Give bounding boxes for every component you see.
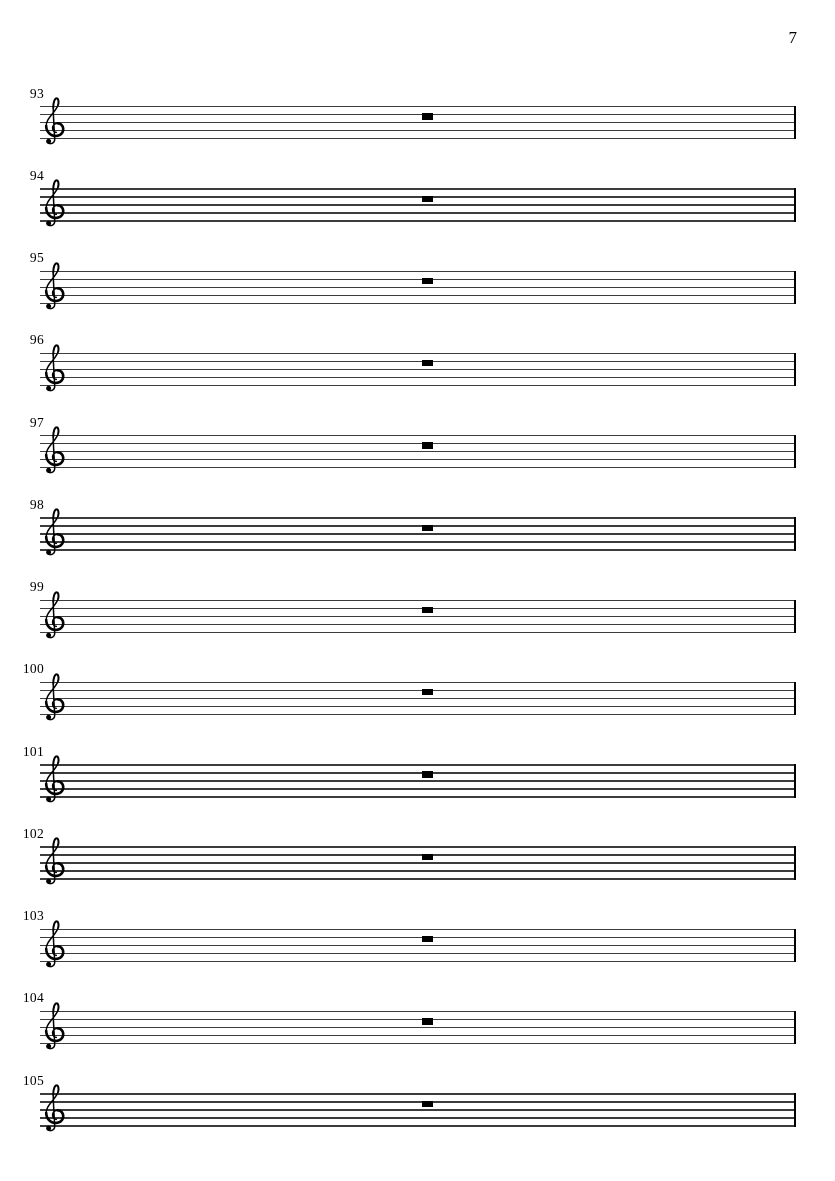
staff-line bbox=[40, 377, 796, 378]
staff-line bbox=[40, 353, 796, 354]
staff-line bbox=[40, 600, 796, 601]
staff-line bbox=[40, 130, 796, 131]
staff-line bbox=[40, 780, 796, 781]
staff-line bbox=[40, 279, 796, 280]
staff-line bbox=[40, 459, 796, 460]
measure-number: 95 bbox=[29, 250, 44, 266]
staff-line bbox=[40, 961, 796, 962]
staff-line bbox=[40, 287, 796, 288]
measure-number: 105 bbox=[22, 1072, 44, 1088]
staff-system bbox=[0, 414, 835, 469]
staff-lines bbox=[0, 106, 835, 140]
treble-clef-icon bbox=[41, 590, 65, 640]
staff-line bbox=[40, 188, 796, 189]
staff-line bbox=[40, 764, 796, 765]
barline bbox=[794, 106, 796, 139]
measure-number: 94 bbox=[29, 167, 44, 183]
staff-line bbox=[40, 846, 796, 847]
staff-line bbox=[40, 467, 796, 468]
staff-line bbox=[40, 1109, 796, 1110]
staff-lines bbox=[0, 682, 835, 716]
staff-lines bbox=[0, 600, 835, 634]
staff-system bbox=[0, 743, 835, 798]
barline bbox=[794, 764, 796, 797]
staff-line bbox=[40, 937, 796, 938]
staff-line bbox=[40, 1117, 796, 1118]
staff-line bbox=[40, 361, 796, 362]
staff-lines bbox=[0, 435, 835, 469]
whole-rest-icon bbox=[422, 936, 434, 942]
whole-rest-icon bbox=[422, 607, 434, 613]
staff-line bbox=[40, 608, 796, 609]
treble-clef-icon bbox=[41, 507, 65, 557]
staff-line bbox=[40, 1019, 796, 1020]
barline bbox=[794, 435, 796, 468]
whole-rest-icon bbox=[422, 1018, 434, 1024]
staff-line bbox=[40, 525, 796, 526]
staff-lines bbox=[0, 846, 835, 880]
staff-line bbox=[40, 385, 796, 386]
staff-system bbox=[0, 167, 835, 222]
staff-line bbox=[40, 788, 796, 789]
staff-line bbox=[40, 106, 796, 107]
staff-system bbox=[0, 908, 835, 963]
barline bbox=[794, 682, 796, 715]
staff-line bbox=[40, 1027, 796, 1028]
barline bbox=[794, 353, 796, 386]
staff-line bbox=[40, 443, 796, 444]
treble-clef-icon bbox=[41, 1083, 65, 1133]
staff-line bbox=[40, 772, 796, 773]
staff-line bbox=[40, 549, 796, 550]
measure-number: 97 bbox=[29, 414, 44, 430]
measure-number: 104 bbox=[22, 990, 44, 1006]
treble-clef-icon bbox=[41, 919, 65, 969]
whole-rest-icon bbox=[422, 689, 434, 695]
staff-line bbox=[40, 122, 796, 123]
treble-clef-icon bbox=[41, 672, 65, 722]
whole-rest-icon bbox=[422, 360, 434, 366]
staff-line bbox=[40, 953, 796, 954]
staff-line bbox=[40, 1043, 796, 1044]
staff-lines bbox=[0, 1011, 835, 1045]
barline bbox=[794, 600, 796, 633]
staff-line bbox=[40, 220, 796, 221]
treble-clef-icon bbox=[41, 96, 65, 146]
whole-rest-icon bbox=[422, 278, 434, 284]
measure-number: 96 bbox=[29, 332, 44, 348]
whole-rest-icon bbox=[422, 113, 434, 119]
staff-line bbox=[40, 878, 796, 879]
measure-number: 103 bbox=[22, 908, 44, 924]
staff-line bbox=[40, 706, 796, 707]
whole-rest-icon bbox=[422, 196, 434, 202]
whole-rest-icon bbox=[422, 525, 434, 531]
staff-line bbox=[40, 632, 796, 633]
barline bbox=[794, 1011, 796, 1044]
staff-line bbox=[40, 541, 796, 542]
staff-lines bbox=[0, 929, 835, 963]
page-number: 7 bbox=[788, 28, 797, 47]
whole-rest-icon bbox=[422, 442, 434, 448]
measure-number: 93 bbox=[29, 85, 44, 101]
staff-line bbox=[40, 945, 796, 946]
barline bbox=[794, 1093, 796, 1126]
staff-line bbox=[40, 1011, 796, 1012]
staff-system bbox=[0, 990, 835, 1045]
whole-rest-icon bbox=[422, 1101, 434, 1107]
staff-line bbox=[40, 862, 796, 863]
staff-lines bbox=[0, 353, 835, 387]
staff-system bbox=[0, 579, 835, 634]
staff-line bbox=[40, 698, 796, 699]
staff-line bbox=[40, 303, 796, 304]
staff-system bbox=[0, 825, 835, 880]
staff-line bbox=[40, 1101, 796, 1102]
staff-line bbox=[40, 435, 796, 436]
staff-system bbox=[0, 496, 835, 551]
measure-number: 98 bbox=[29, 496, 44, 512]
treble-clef-icon bbox=[41, 261, 65, 311]
whole-rest-icon bbox=[422, 854, 434, 860]
measure-number: 101 bbox=[22, 743, 44, 759]
treble-clef-icon bbox=[41, 343, 65, 393]
staff-system bbox=[0, 661, 835, 716]
staff-lines bbox=[0, 1093, 835, 1127]
barline bbox=[794, 271, 796, 304]
staff-line bbox=[40, 533, 796, 534]
staff-line bbox=[40, 271, 796, 272]
measure-number: 102 bbox=[22, 825, 44, 841]
staff-line bbox=[40, 369, 796, 370]
staff-line bbox=[40, 1035, 796, 1036]
treble-clef-icon bbox=[41, 425, 65, 475]
staff-line bbox=[40, 624, 796, 625]
staff-system bbox=[0, 332, 835, 387]
staff-system bbox=[0, 85, 835, 140]
staff-line bbox=[40, 929, 796, 930]
staff-lines bbox=[0, 271, 835, 305]
staff-line bbox=[40, 212, 796, 213]
staff-line bbox=[40, 295, 796, 296]
staff-line bbox=[40, 870, 796, 871]
staff-line bbox=[40, 451, 796, 452]
treble-clef-icon bbox=[41, 1001, 65, 1051]
staff-line bbox=[40, 854, 796, 855]
staff-system bbox=[0, 250, 835, 305]
staff-line bbox=[40, 796, 796, 797]
staff-system bbox=[0, 1072, 835, 1127]
barline bbox=[794, 517, 796, 550]
treble-clef-icon bbox=[41, 836, 65, 886]
treble-clef-icon bbox=[41, 178, 65, 228]
staff-line bbox=[40, 204, 796, 205]
barline bbox=[794, 846, 796, 879]
staff-line bbox=[40, 196, 796, 197]
treble-clef-icon bbox=[41, 754, 65, 804]
staff-lines bbox=[0, 764, 835, 798]
staff-line bbox=[40, 1125, 796, 1126]
staff-line bbox=[40, 714, 796, 715]
measure-number: 100 bbox=[22, 661, 44, 677]
barline bbox=[794, 929, 796, 962]
staff-line bbox=[40, 517, 796, 518]
whole-rest-icon bbox=[422, 771, 434, 777]
measure-number: 99 bbox=[29, 579, 44, 595]
staff-line bbox=[40, 616, 796, 617]
staff-line bbox=[40, 690, 796, 691]
staff-line bbox=[40, 114, 796, 115]
staff-line bbox=[40, 682, 796, 683]
staff-lines bbox=[0, 188, 835, 222]
staff-line bbox=[40, 1093, 796, 1094]
staff-line bbox=[40, 138, 796, 139]
barline bbox=[794, 188, 796, 221]
staff-lines bbox=[0, 517, 835, 551]
